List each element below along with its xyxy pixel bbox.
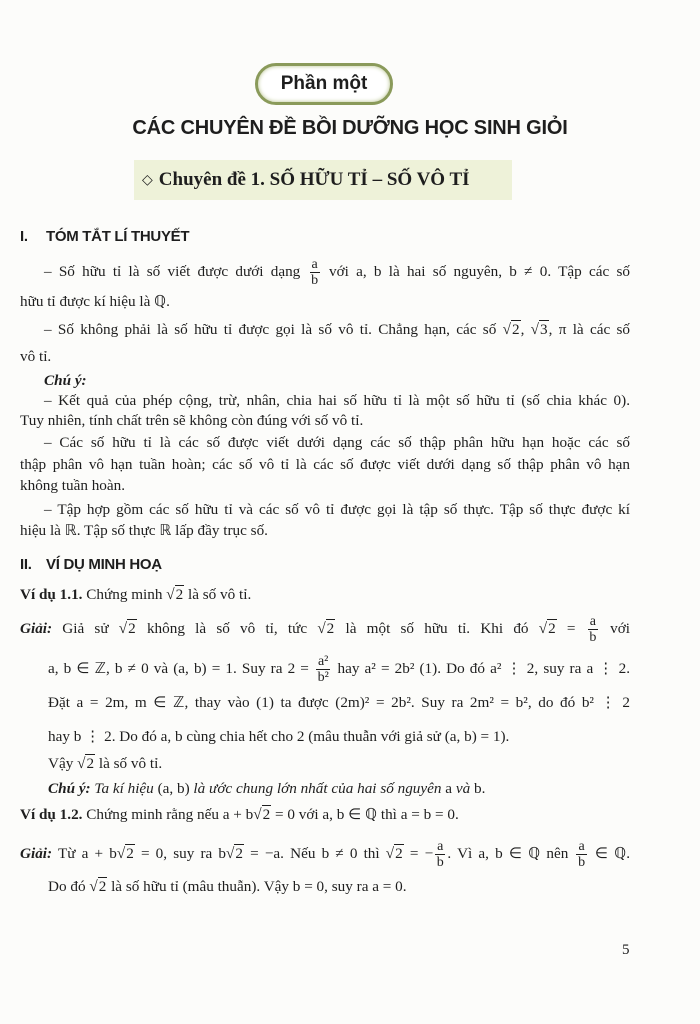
text-run: là số vô tỉ. bbox=[95, 755, 163, 772]
radicand: 2 bbox=[395, 844, 403, 862]
text-run: . Vì a, b ∈ ℚ nên bbox=[447, 844, 575, 862]
text-run: thập phân vô hạn tuần hoàn; các số vô tỉ là các số được viết dưới dạng số thập phân vô hạn bbox=[20, 456, 630, 473]
text-run: = 0, suy ra b bbox=[134, 844, 227, 862]
text-run: không tuần hoàn. bbox=[20, 477, 126, 494]
text-run: – Số hữu tỉ là số viết được dưới dạng bbox=[44, 262, 308, 280]
radicand: 2 bbox=[326, 619, 335, 637]
radical-sign-icon: √ bbox=[530, 321, 540, 338]
section-title: TÓM TẮT LÍ THUYẾT bbox=[46, 228, 190, 245]
square-root bbox=[386, 844, 404, 862]
radicand: 2 bbox=[262, 806, 271, 823]
text-run: là số vô tỉ. bbox=[184, 586, 252, 603]
radical-sign-icon: √ bbox=[77, 755, 86, 772]
text-run: là số hữu tỉ (mâu thuẫn). Vậy b = 0, suy ra a = 0. bbox=[107, 878, 407, 895]
italic-run: và bbox=[452, 780, 474, 797]
square-root bbox=[117, 844, 135, 862]
text-line bbox=[20, 410, 630, 432]
text-run: , bbox=[520, 321, 531, 338]
numerator: a bbox=[437, 839, 444, 854]
denominator: b bbox=[589, 630, 597, 645]
text-run: vô tỉ. bbox=[20, 348, 52, 365]
bold-italic-label: Chú ý: bbox=[48, 780, 91, 797]
text-line bbox=[44, 370, 630, 392]
text-run: a bbox=[445, 780, 453, 797]
text-line bbox=[44, 257, 630, 288]
fraction bbox=[316, 654, 330, 685]
text-run: Tuy nhiên, tính chất trên sẽ không còn đúng với số vô tỉ. bbox=[20, 412, 364, 429]
text-run: Chứng minh bbox=[82, 586, 167, 603]
numerator: a bbox=[578, 839, 585, 854]
denominator: b bbox=[436, 855, 444, 870]
text-run: = bbox=[556, 619, 586, 637]
fraction bbox=[310, 257, 320, 288]
radical-sign-icon: √ bbox=[89, 878, 98, 895]
text-run: không là số vô tỉ, tức bbox=[136, 619, 318, 637]
text-run: hiệu là ℝ. Tập số thực ℝ lấp đầy trục số. bbox=[20, 522, 268, 539]
fraction bbox=[576, 839, 586, 870]
radical-sign-icon: √ bbox=[317, 619, 326, 637]
text-run: ∈ ℚ. bbox=[588, 844, 630, 862]
text-line bbox=[48, 654, 630, 685]
topic-banner bbox=[134, 160, 512, 200]
radical-sign-icon: √ bbox=[226, 844, 235, 862]
square-root bbox=[166, 585, 184, 603]
radicand: 2 bbox=[126, 844, 134, 862]
square-root bbox=[531, 320, 549, 338]
radicand: 2 bbox=[175, 586, 184, 603]
text-line bbox=[20, 454, 630, 476]
radicand: 2 bbox=[86, 755, 95, 772]
text-run: a, b ∈ ℤ, b ≠ 0 và (a, b) = 1. Suy ra 2 = bbox=[48, 659, 314, 677]
text-run: Vậy bbox=[48, 755, 78, 772]
text-line bbox=[20, 520, 630, 542]
denominator: b bbox=[311, 273, 319, 288]
fraction bbox=[588, 614, 598, 645]
square-root bbox=[119, 619, 137, 637]
part-label-text: Phần một bbox=[280, 73, 368, 94]
text-run: Từ a + b bbox=[52, 844, 117, 862]
denominator: b² bbox=[317, 670, 329, 685]
bold-label: Ví dụ 1.2. bbox=[20, 806, 83, 823]
text-run: hay a² = 2b² (1). Do đó a² ⋮ 2, suy ra a ⋮ 2. bbox=[332, 659, 630, 677]
section-title: VÍ DỤ MINH HOẠ bbox=[46, 556, 162, 573]
text-run: hay b ⋮ 2. Do đó a, b cùng chia hết cho 2 (mâu thuẫn với giả sử (a, b) = 1). bbox=[48, 728, 510, 745]
radical-sign-icon: √ bbox=[538, 619, 548, 637]
topic-title: Chuyên đề 1. SỐ HỮU TỈ – SỐ VÔ TỈ bbox=[158, 169, 470, 190]
section-number: II. bbox=[20, 556, 32, 573]
section-number: I. bbox=[20, 228, 28, 245]
square-root bbox=[317, 619, 335, 637]
text-line bbox=[44, 390, 630, 412]
bold-label: Ví dụ 1.1. bbox=[20, 586, 83, 603]
bold-italic-label: Giải: bbox=[20, 844, 53, 862]
radical-sign-icon: √ bbox=[385, 844, 395, 862]
text-line bbox=[48, 726, 630, 748]
text-run: = −a. Nếu b ≠ 0 thì bbox=[243, 844, 386, 862]
text-run: – Tập hợp gồm các số hữu tỉ và các số vô tỉ được gọi là tập số thực. Tập số thực được kí bbox=[44, 501, 630, 518]
radicand: 2 bbox=[235, 844, 243, 862]
text-run: (a, b) bbox=[157, 780, 190, 797]
text-run: với a, b là hai số nguyên, b ≠ 0. Tập các số bbox=[321, 262, 630, 280]
radicand: 2 bbox=[511, 321, 520, 338]
section-heading-1 bbox=[20, 228, 189, 245]
text-line bbox=[48, 753, 630, 775]
page-number: 5 bbox=[622, 942, 630, 958]
numerator: a bbox=[589, 614, 596, 629]
radical-sign-icon: √ bbox=[502, 321, 511, 338]
text-line bbox=[20, 614, 630, 645]
text-line bbox=[44, 432, 630, 454]
text-line bbox=[20, 346, 630, 368]
text-line bbox=[48, 778, 630, 800]
text-run: – Kết quả của phép cộng, trừ, nhân, chia hai số hữu tỉ là một số hữu tỉ (số chia khác 0). bbox=[44, 392, 630, 409]
text-line bbox=[44, 499, 630, 521]
text-run: Đặt a = 2m, m ∈ ℤ, thay vào (1) ta được (2m)² = 2b². Suy ra 2m² = b², do đó b² ⋮ 2 bbox=[48, 694, 630, 711]
text-line bbox=[48, 876, 630, 898]
square-root bbox=[89, 877, 107, 895]
text-run: = − bbox=[403, 844, 434, 862]
radicand: 3 bbox=[540, 321, 548, 338]
italic-run: Ta kí hiệu bbox=[90, 780, 158, 797]
fraction bbox=[435, 839, 445, 870]
text-line bbox=[20, 839, 630, 870]
diamond-icon: ◇ bbox=[142, 172, 153, 188]
square-root bbox=[503, 320, 521, 338]
denominator: b bbox=[578, 855, 586, 870]
radicand: 2 bbox=[128, 619, 136, 637]
numerator: a bbox=[311, 257, 318, 272]
text-line bbox=[48, 692, 630, 714]
text-line bbox=[20, 291, 630, 313]
text-run: hữu tỉ được kí hiệu là ℚ. bbox=[20, 293, 170, 310]
section-heading-2 bbox=[20, 556, 162, 573]
square-root bbox=[253, 805, 271, 823]
bold-italic-label: Chú ý: bbox=[44, 372, 87, 389]
square-root bbox=[77, 754, 95, 772]
italic-run: là ước chung lớn nhất của hai số nguyên bbox=[189, 780, 446, 797]
radicand: 2 bbox=[548, 619, 556, 637]
square-root bbox=[226, 844, 244, 862]
text-line bbox=[20, 804, 630, 826]
radical-sign-icon: √ bbox=[118, 619, 128, 637]
text-run: b. bbox=[473, 780, 486, 797]
text-run: , π là các số bbox=[548, 321, 630, 338]
radical-sign-icon: √ bbox=[166, 586, 175, 603]
text-line bbox=[20, 475, 630, 497]
text-run: Chứng minh rằng nếu a + b bbox=[82, 806, 254, 823]
part-label bbox=[255, 63, 393, 105]
numerator: a² bbox=[317, 654, 329, 669]
main-title: CÁC CHUYÊN ĐỀ BỒI DƯỠNG HỌC SINH GIỎI bbox=[132, 117, 568, 139]
text-line bbox=[44, 319, 630, 341]
text-run: là một số hữu tỉ. Khi đó bbox=[335, 619, 539, 637]
text-line bbox=[20, 584, 630, 606]
text-run: – Các số hữu tỉ là các số được viết dưới dạng các số thập phân hữu hạn hoặc các số bbox=[44, 434, 630, 451]
radicand: 2 bbox=[98, 878, 107, 895]
text-run: với bbox=[599, 619, 630, 637]
radical-sign-icon: √ bbox=[253, 806, 262, 823]
text-run: – Số không phải là số hữu tỉ được gọi là số vô tỉ. Chẳng hạn, các số bbox=[44, 321, 503, 338]
text-run: Do đó bbox=[48, 878, 90, 895]
bold-italic-label: Giải: bbox=[20, 619, 53, 637]
text-run: Giả sử bbox=[52, 619, 119, 637]
text-run: = 0 với a, b ∈ ℚ thì a = b = 0. bbox=[271, 806, 459, 823]
radical-sign-icon: √ bbox=[116, 844, 126, 862]
square-root bbox=[539, 619, 557, 637]
